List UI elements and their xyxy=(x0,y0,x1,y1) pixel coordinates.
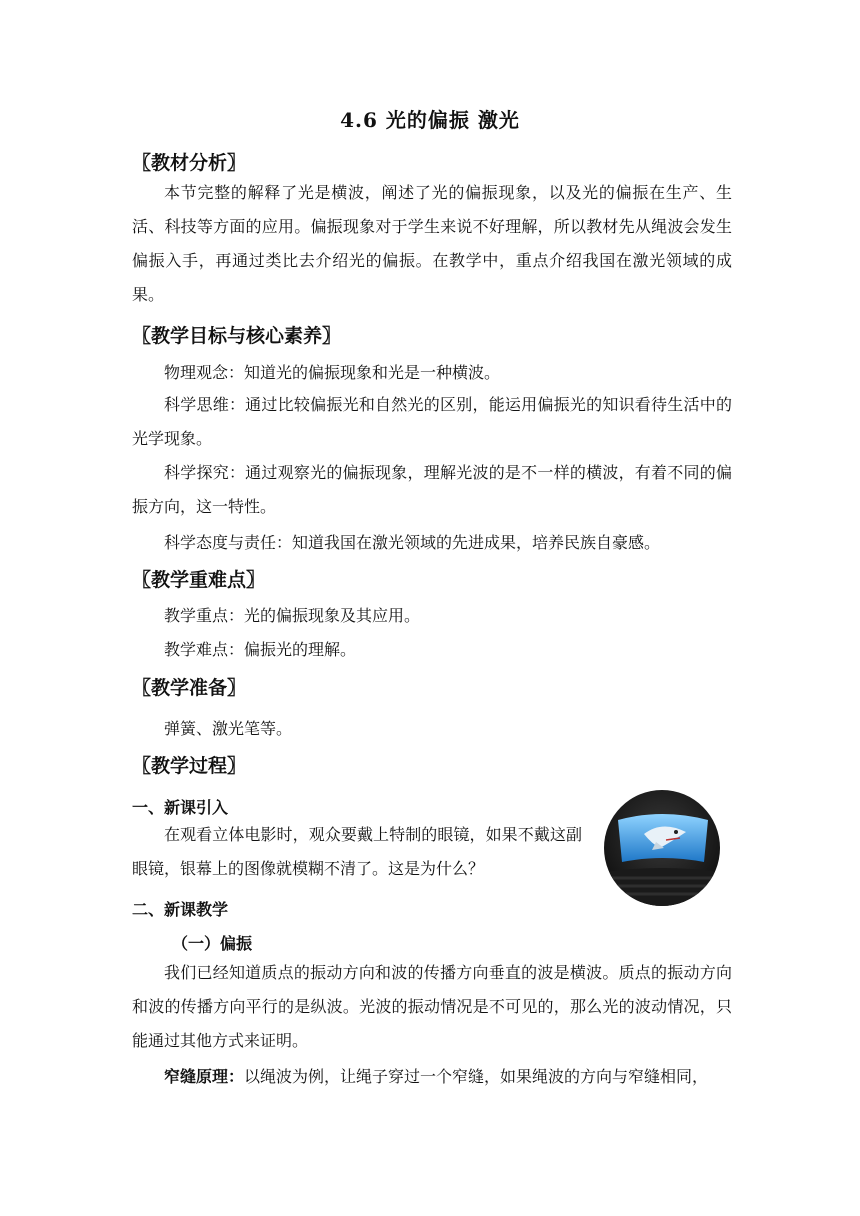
3d-cinema-illustration xyxy=(604,790,720,906)
document-title: 4.6 光的偏振 激光 xyxy=(340,108,520,132)
section-heading-goals: 〖教学目标与核心素养〗 xyxy=(132,325,342,347)
goal-attitude-responsibility: 科学态度与责任：知道我国在激光领域的先进成果，培养民族自豪感。 xyxy=(164,533,661,552)
slit-principle-text: 以绳波为例，让绳子穿过一个窄缝，如果绳波的方向与窄缝相同， xyxy=(244,1067,709,1086)
3d-cinema-image xyxy=(604,790,720,906)
section-heading-key-points: 〖教学重难点〗 xyxy=(132,569,266,591)
key-point-focus: 教学重点：光的偏振现象及其应用。 xyxy=(164,606,421,625)
section-heading-analysis: 〖教材分析〗 xyxy=(132,152,247,174)
analysis-paragraph: 本节完整的解释了光是横波，阐述了光的偏振现象，以及光的偏振在生产、生活、科技等方面的应用。偏振现象对于学生来说不好理解，所以教材先从绳波会发生偏振入手，再通过类比去介绍光的偏振。在教学中，重点介绍我国在激光领域的成果。 xyxy=(132,183,732,304)
polarization-heading: （一）偏振 xyxy=(172,934,253,953)
goal-scientific-thinking: 科学思维：通过比较偏振光和自然光的区别，能运用偏振光的知识看待生活中的光学现象。 xyxy=(132,395,732,448)
section-heading-preparation: 〖教学准备〗 xyxy=(132,677,247,699)
goal-scientific-inquiry: 科学探究：通过观察光的偏振现象，理解光波的是不一样的横波，有着不同的偏振方向，这一特性。 xyxy=(132,463,732,516)
slit-principle-label: 窄缝原理： xyxy=(164,1067,245,1086)
slit-principle-line xyxy=(164,1064,708,1087)
intro-heading: 一、新课引入 xyxy=(132,798,229,817)
polarization-paragraph: 我们已经知道质点的振动方向和波的传播方向垂直的波是横波。质点的振动方向和波的传播方向平行的是纵波。光波的振动情况是不可见的，那么光的波动情况，只能通过其他方式来证明。 xyxy=(132,963,732,1050)
preparation-text: 弹簧、激光笔等。 xyxy=(164,719,293,738)
section-heading-process: 〖教学过程〗 xyxy=(132,755,247,777)
teaching-heading: 二、新课教学 xyxy=(132,900,229,919)
intro-paragraph: 在观看立体电影时，观众要戴上特制的眼镜，如果不戴这副眼镜，银幕上的图像就模糊不清了。这是为什么？ xyxy=(132,825,582,878)
goal-physics-concept: 物理观念：知道光的偏振现象和光是一种横波。 xyxy=(164,363,501,382)
key-point-difficulty: 教学难点：偏振光的理解。 xyxy=(164,640,357,659)
